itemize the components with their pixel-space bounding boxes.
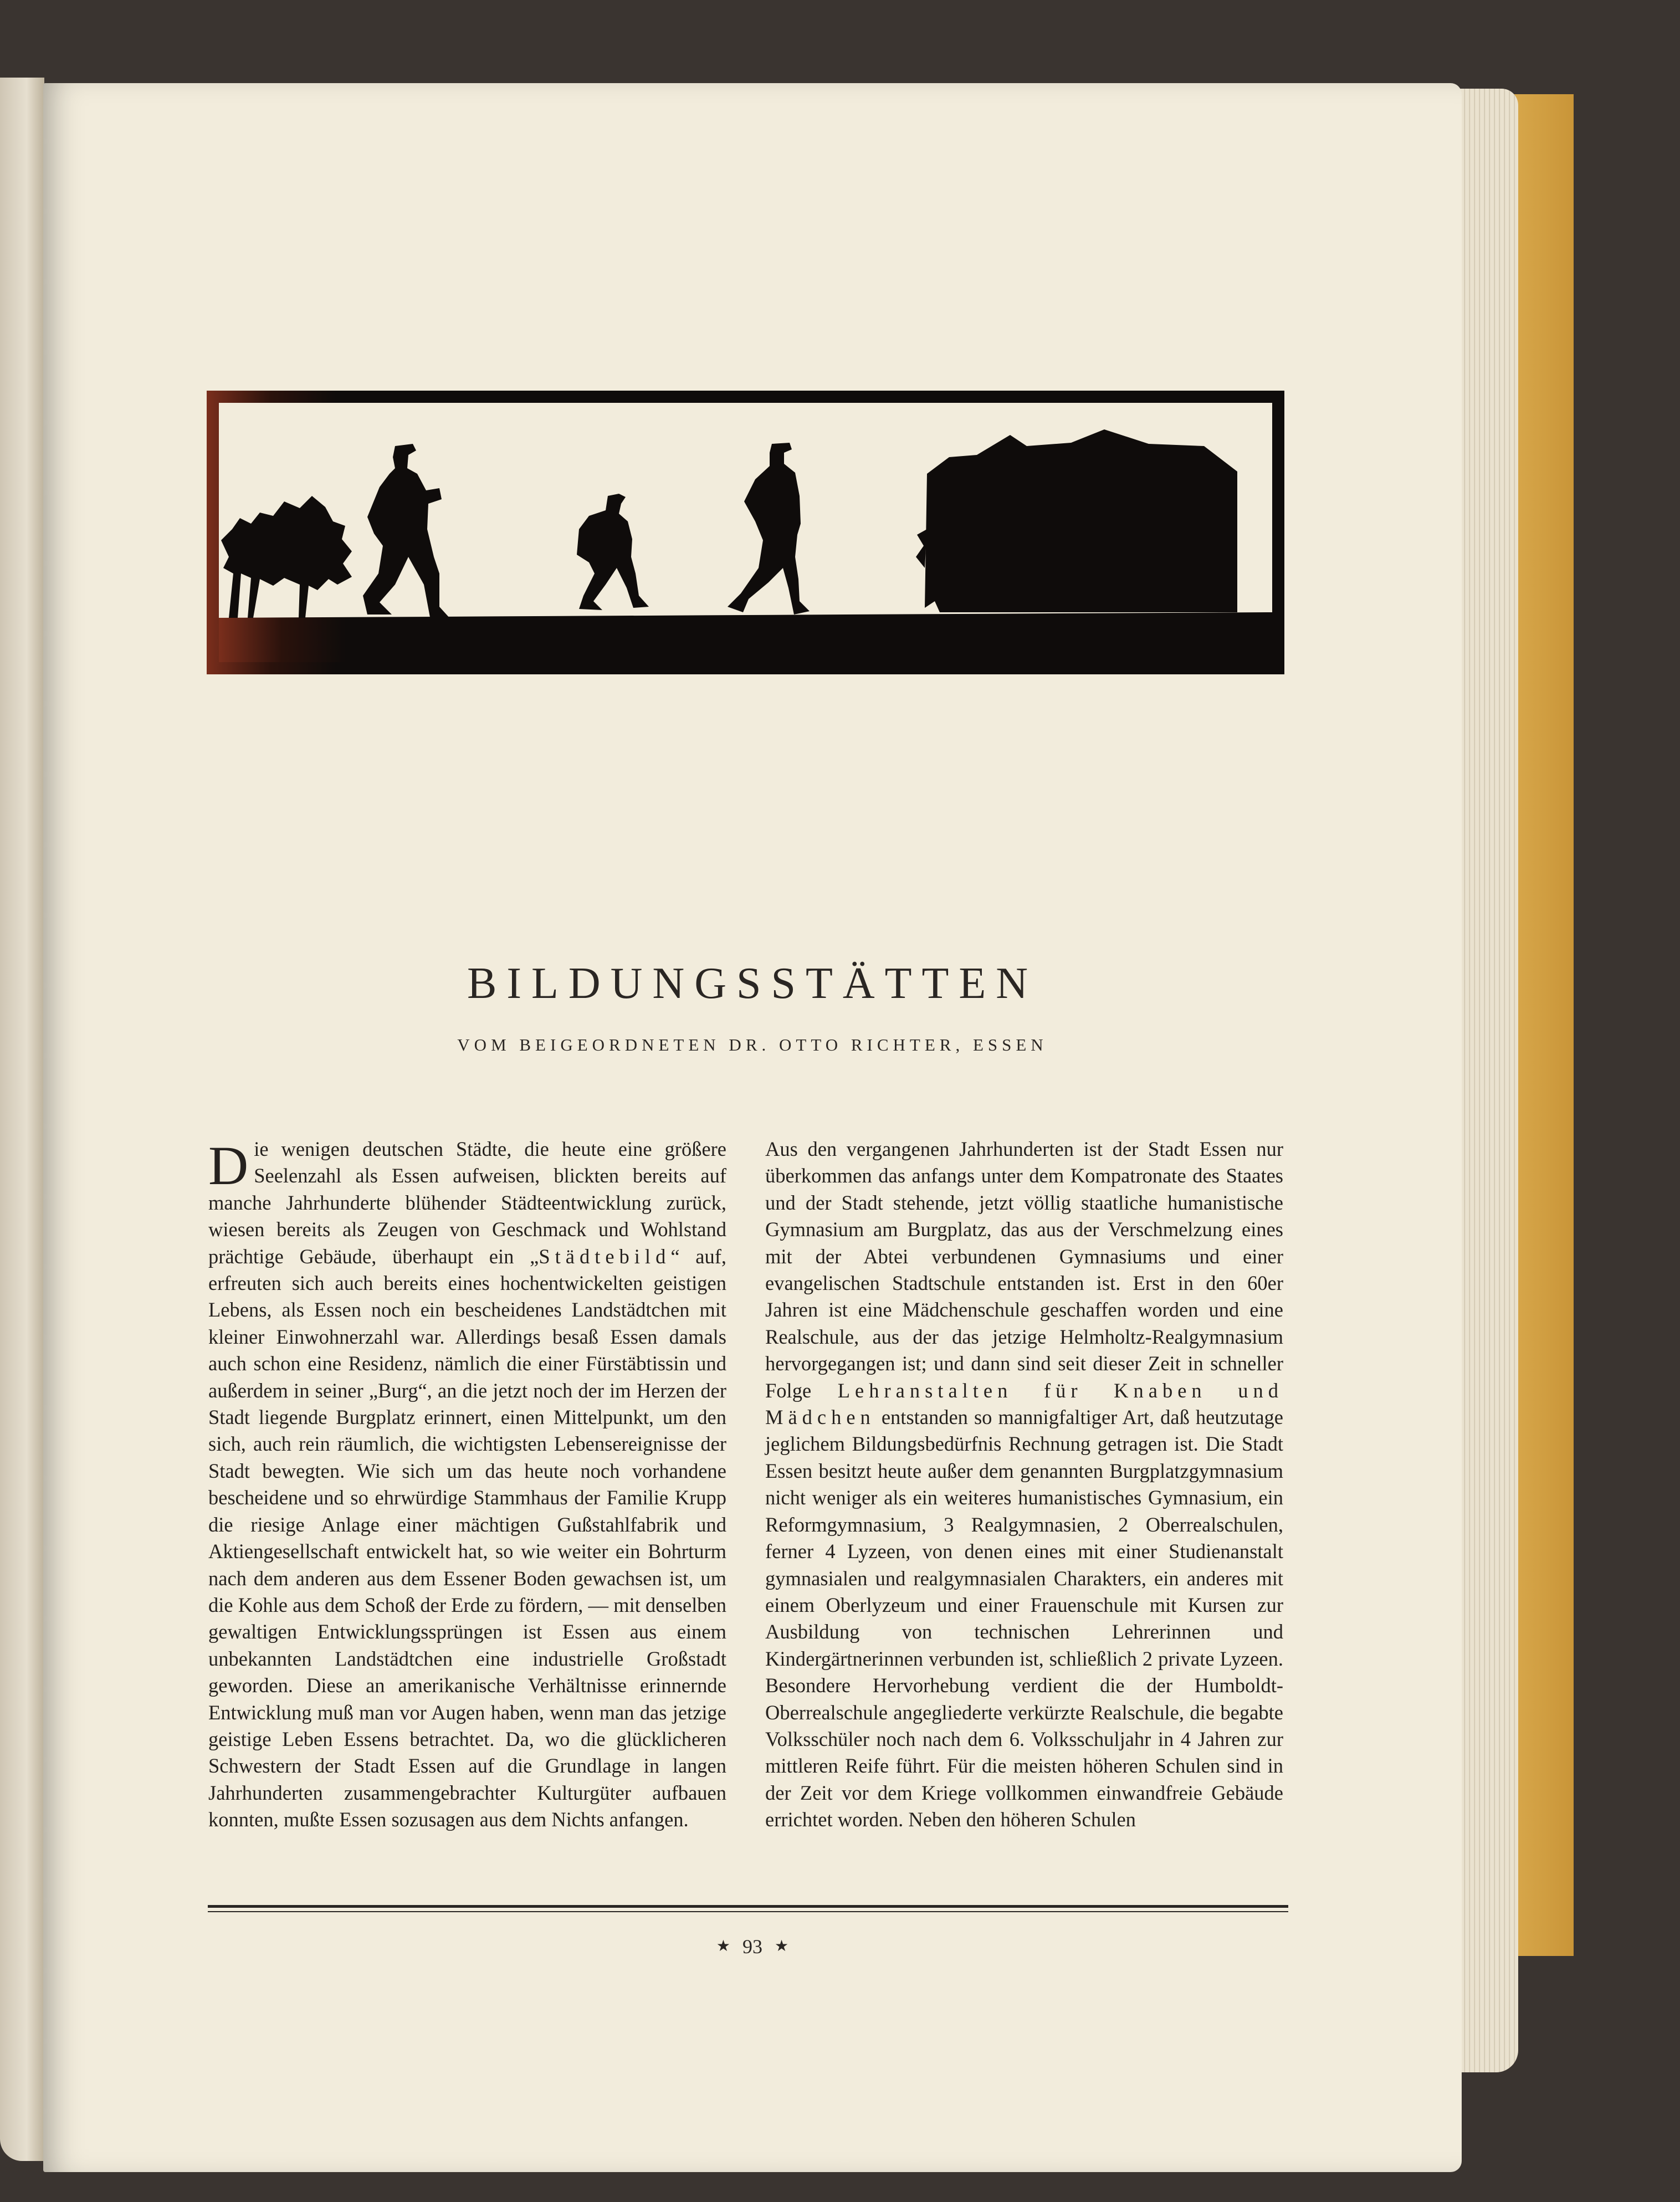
left-spaced-text: Städtebild — [539, 1245, 671, 1268]
footer-rule-thick — [208, 1905, 1288, 1908]
page-number: 93 — [742, 1935, 762, 1958]
left-text-part-2: “ auf, erfreuten sich auch bereits eines hochentwickelten geistigen Lebens, als Essen noch ein bescheidenes Landstädtchen mit kleiner Einwohnerzahl war. Allerdings besaß Essen damals auch schon eine Residenz, nämlich die einer Fürstäbtissin und außerdem in seiner „Burg“, an die jetzt noch der im Herzen der Stadt liegende Burgplatz erinnert, einen Mittelpunkt, um den sich, auch rein räumlich, die wichtigsten Lebensereignisse der Stadt bewegten. Wie sich um das heute noch vorhandene bescheidene und so ehrwürdige Stammhaus der Familie Krupp die riesige Anlage einer mächtigen Gußstahlfabrik und Aktiengesellschaft entwickelt hat, so wie weiter ein Bohrturm nach dem anderen aus dem Essener Boden gewachsen ist, um die Kohle aus dem Schoß der Erde zu fördern, — mit denselben gewaltigen Entwicklungssprüngen ist Essen aus einem unbekannten Landstädtchen eine industrielle Großstadt geworden. Diese an amerikanische Verhältnisse erinnernde Entwicklung muß man vor Augen haben, wenn man das jetzige geistige Leben Essens betrachtet. Da, wo die glücklicheren Schwestern der Stadt Essen auf die Grundlage in langen Jahrhunderten zusammengebrachter Kulturgüter aufbauen konnten, mußte Essen sozusagen aus dem Nichts anfangen. — [208, 1245, 726, 1831]
text-column-left — [208, 1136, 726, 1834]
article-title: BILDUNGSSTÄTTEN — [467, 959, 1038, 1008]
drop-cap: D — [208, 1135, 249, 1196]
article-byline: VOM BEIGEORDNETEN DR. OTTO RICHTER, ESSEN — [457, 1035, 1048, 1054]
star-ornament-right: ★ — [775, 1938, 789, 1955]
silhouette-banner — [207, 391, 1284, 674]
page-folio — [43, 1935, 1462, 1958]
right-text-part-2: entstanden so mannigfaltiger Art, daß heutzutage jeglichem Bildungsbedürfnis Rechnung getragen ist. Die Stadt Essen besitzt heute außer dem genannten Burgplatzgymnasium nicht weniger als ein weiteres humanistisches Gymnasium, ein Reformgymnasium, 3 Realgymnasien, 2 Oberrealschulen, ferner 4 Lyzeen, von denen eines mit einer Studienanstalt gymnasialen und realgymnasialen Charakters, ein anderes mit einem Oberlyzeum und einer Frauenschule mit Kursen zur Ausbildung von technischen Lehrerinnen und Kindergärtnerinnen verbunden ist, schließlich 2 private Lyzeen. Besondere Hervorhebung verdient die der Humboldt-Oberrealschule angegliederte verkürzte Realschule, die begabte Volksschüler noch nach dem 6. Volksschuljahr in 4 Jahren zur mittleren Reife führt. Für die meisten höheren Schulen sind in der Zeit vor dem Kriege vollkommen einwandfreie Gebäude errichtet worden. Neben den höheren Schulen — [765, 1406, 1283, 1831]
adjacent-page-edge — [0, 78, 44, 2161]
right-text-part-1: Aus den vergangenen Jahrhunderten ist der Stadt Essen nur überkommen das anfangs unter dem Kompatronate des Staates und der Stadt stehende, jetzt völlig staatliche humanistische Gymnasium am Burgplatz, das aus der Verschmelzung eines mit der Abtei verbundenen Gymnasiums und einer evangelischen Stadtschule entstanden ist. Erst in den 60er Jahren ist eine Mädchenschule geschaffen worden und eine Realschule, aus der das jetzige Helmholtz-Realgymnasium hervorgegangen ist; und dann sind seit dieser Zeit in schneller Folge — [765, 1138, 1283, 1402]
book-page — [43, 83, 1462, 2172]
text-column-right — [765, 1136, 1283, 1834]
right-spaced-text: Lehranstalten für Knaben und Mädchen — [765, 1379, 1283, 1429]
left-text-part-1: ie wenigen deutschen Städte, die heute eine größere Seelenzahl als Essen aufweisen, blickten bereits auf manche Jahrhunderte blühender Städteentwicklung zurück, wiesen bereits als Zeugen von Geschmack und Wohlstand prächtige Gebäude, überhaupt ein „ — [208, 1138, 726, 1268]
silhouette-illustration — [207, 391, 1284, 674]
footer-rule-thin — [208, 1911, 1288, 1912]
star-ornament-left: ★ — [716, 1938, 730, 1955]
